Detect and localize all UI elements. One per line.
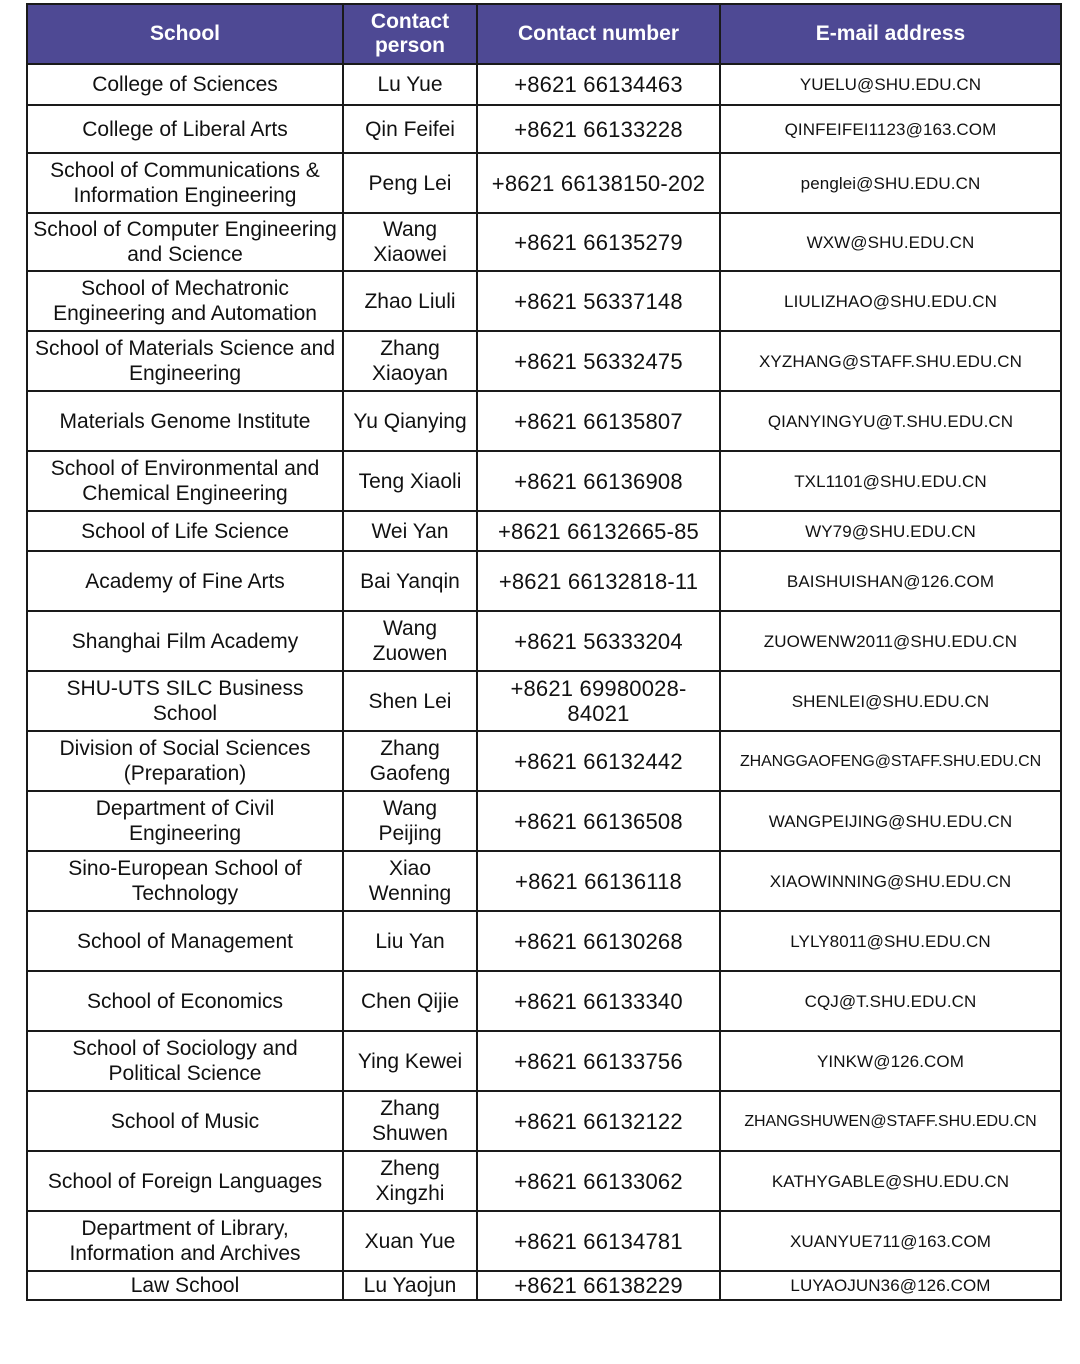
cell-contact-person: Peng Lei: [343, 153, 477, 213]
cell-email: XIAOWINNING@SHU.EDU.CN: [720, 851, 1061, 911]
cell-contact-person: Bai Yanqin: [343, 551, 477, 611]
cell-contact-number: +8621 66132818-11: [477, 551, 720, 611]
cell-school: School of Environmental and Chemical Engineering: [27, 451, 343, 511]
cell-email: TXL1101@SHU.EDU.CN: [720, 451, 1061, 511]
table-row: [27, 1091, 1061, 1151]
cell-contact-person: Qin Feifei: [343, 105, 477, 153]
cell-school: Sino-European School of Technology: [27, 851, 343, 911]
cell-contact-number: +8621 66136118: [477, 851, 720, 911]
cell-contact-person: Wei Yan: [343, 511, 477, 551]
table-row: [27, 1211, 1061, 1271]
cell-contact-person: Zheng Xingzhi: [343, 1151, 477, 1211]
cell-contact-number: +8621 66133756: [477, 1031, 720, 1091]
contact-table: [26, 3, 1062, 1301]
cell-school: Academy of Fine Arts: [27, 551, 343, 611]
cell-email: LUYAOJUN36@126.COM: [720, 1271, 1061, 1300]
cell-school: College of Liberal Arts: [27, 105, 343, 153]
cell-school: SHU-UTS SILC Business School: [27, 671, 343, 731]
table-row: [27, 511, 1061, 551]
table-header: [27, 4, 1061, 64]
cell-contact-number: +8621 66133340: [477, 971, 720, 1031]
cell-contact-person: Wang Peijing: [343, 791, 477, 851]
cell-contact-number: +8621 66133062: [477, 1151, 720, 1211]
cell-contact-person: Lu Yaojun: [343, 1271, 477, 1300]
table-row: [27, 64, 1061, 105]
cell-school: Law School: [27, 1271, 343, 1300]
cell-contact-number: +8621 66134781: [477, 1211, 720, 1271]
cell-contact-person: Xiao Wenning: [343, 851, 477, 911]
cell-email: ZUOWENW2011@SHU.EDU.CN: [720, 611, 1061, 671]
header-contact-person: Contact person: [343, 4, 477, 64]
table-row: [27, 105, 1061, 153]
cell-contact-person: Wang Xiaowei: [343, 213, 477, 271]
table-row: [27, 1031, 1061, 1091]
table-row: [27, 1271, 1061, 1300]
cell-school: School of Materials Science and Engineering: [27, 331, 343, 391]
table-row: [27, 971, 1061, 1031]
header-school: School: [27, 4, 343, 64]
table-row: [27, 671, 1061, 731]
cell-contact-person: Shen Lei: [343, 671, 477, 731]
cell-contact-person: Zhang Gaofeng: [343, 731, 477, 791]
cell-email: XUANYUE711@163.COM: [720, 1211, 1061, 1271]
cell-email: YINKW@126.COM: [720, 1031, 1061, 1091]
cell-contact-person: Wang Zuowen: [343, 611, 477, 671]
cell-contact-person: Chen Qijie: [343, 971, 477, 1031]
table-row: [27, 611, 1061, 671]
cell-contact-number: +8621 66136908: [477, 451, 720, 511]
cell-contact-number: +8621 56333204: [477, 611, 720, 671]
cell-email: LIULIZHAO@SHU.EDU.CN: [720, 271, 1061, 331]
cell-contact-person: Zhao Liuli: [343, 271, 477, 331]
cell-email: KATHYGABLE@SHU.EDU.CN: [720, 1151, 1061, 1211]
cell-contact-number: +8621 66132665-85: [477, 511, 720, 551]
cell-contact-number: +8621 66138229: [477, 1271, 720, 1300]
header-email: E-mail address: [720, 4, 1061, 64]
table-row: [27, 271, 1061, 331]
cell-contact-number: +8621 56337148: [477, 271, 720, 331]
cell-school: School of Mechatronic Engineering and Automation: [27, 271, 343, 331]
header-contact-number: Contact number: [477, 4, 720, 64]
cell-school: Department of Library, Information and Archives: [27, 1211, 343, 1271]
cell-contact-person: Teng Xiaoli: [343, 451, 477, 511]
cell-contact-number: +8621 66132442: [477, 731, 720, 791]
cell-contact-number: +8621 66135279: [477, 213, 720, 271]
table-row: [27, 1151, 1061, 1211]
cell-contact-person: Yu Qianying: [343, 391, 477, 451]
table-row: [27, 331, 1061, 391]
cell-school: School of Communications & Information Engineering: [27, 153, 343, 213]
cell-contact-number: +8621 66133228: [477, 105, 720, 153]
cell-school: School of Life Science: [27, 511, 343, 551]
cell-school: Shanghai Film Academy: [27, 611, 343, 671]
cell-school: School of Sociology and Political Science: [27, 1031, 343, 1091]
table-row: [27, 153, 1061, 213]
cell-email: BAISHUISHAN@126.COM: [720, 551, 1061, 611]
table-row: [27, 551, 1061, 611]
cell-contact-number: +8621 69980028-84021: [477, 671, 720, 731]
cell-email: ZHANGGAOFENG@STAFF.SHU.EDU.CN: [720, 731, 1061, 791]
cell-contact-person: Zhang Xiaoyan: [343, 331, 477, 391]
header-row: [27, 4, 1061, 64]
table-row: [27, 791, 1061, 851]
cell-school: School of Foreign Languages: [27, 1151, 343, 1211]
cell-contact-number: +8621 66132122: [477, 1091, 720, 1151]
cell-email: SHENLEI@SHU.EDU.CN: [720, 671, 1061, 731]
cell-school: Division of Social Sciences (Preparation): [27, 731, 343, 791]
cell-email: penglei@SHU.EDU.CN: [720, 153, 1061, 213]
contact-table-container: [26, 3, 1060, 1301]
table-body: [27, 64, 1061, 1300]
cell-contact-number: +8621 66138150-202: [477, 153, 720, 213]
cell-email: CQJ@T.SHU.EDU.CN: [720, 971, 1061, 1031]
cell-school: Department of Civil Engineering: [27, 791, 343, 851]
cell-contact-person: Ying Kewei: [343, 1031, 477, 1091]
cell-school: College of Sciences: [27, 64, 343, 105]
cell-contact-number: +8621 56332475: [477, 331, 720, 391]
table-row: [27, 213, 1061, 271]
cell-contact-number: +8621 66136508: [477, 791, 720, 851]
cell-email: YUELU@SHU.EDU.CN: [720, 64, 1061, 105]
cell-contact-person: Xuan Yue: [343, 1211, 477, 1271]
cell-email: ZHANGSHUWEN@STAFF.SHU.EDU.CN: [720, 1091, 1061, 1151]
cell-email: QINFEIFEI1123@163.COM: [720, 105, 1061, 153]
cell-contact-person: Liu Yan: [343, 911, 477, 971]
table-row: [27, 851, 1061, 911]
cell-email: WANGPEIJING@SHU.EDU.CN: [720, 791, 1061, 851]
table-row: [27, 731, 1061, 791]
cell-contact-person: Zhang Shuwen: [343, 1091, 477, 1151]
table-row: [27, 391, 1061, 451]
cell-school: School of Music: [27, 1091, 343, 1151]
cell-school: School of Economics: [27, 971, 343, 1031]
cell-school: School of Management: [27, 911, 343, 971]
cell-email: XYZHANG@STAFF.SHU.EDU.CN: [720, 331, 1061, 391]
cell-school: Materials Genome Institute: [27, 391, 343, 451]
cell-school: School of Computer Engineering and Science: [27, 213, 343, 271]
cell-contact-number: +8621 66135807: [477, 391, 720, 451]
cell-contact-number: +8621 66130268: [477, 911, 720, 971]
cell-email: LYLY8011@SHU.EDU.CN: [720, 911, 1061, 971]
cell-email: QIANYINGYU@T.SHU.EDU.CN: [720, 391, 1061, 451]
table-row: [27, 451, 1061, 511]
cell-contact-number: +8621 66134463: [477, 64, 720, 105]
cell-email: WXW@SHU.EDU.CN: [720, 213, 1061, 271]
table-row: [27, 911, 1061, 971]
cell-email: WY79@SHU.EDU.CN: [720, 511, 1061, 551]
cell-contact-person: Lu Yue: [343, 64, 477, 105]
